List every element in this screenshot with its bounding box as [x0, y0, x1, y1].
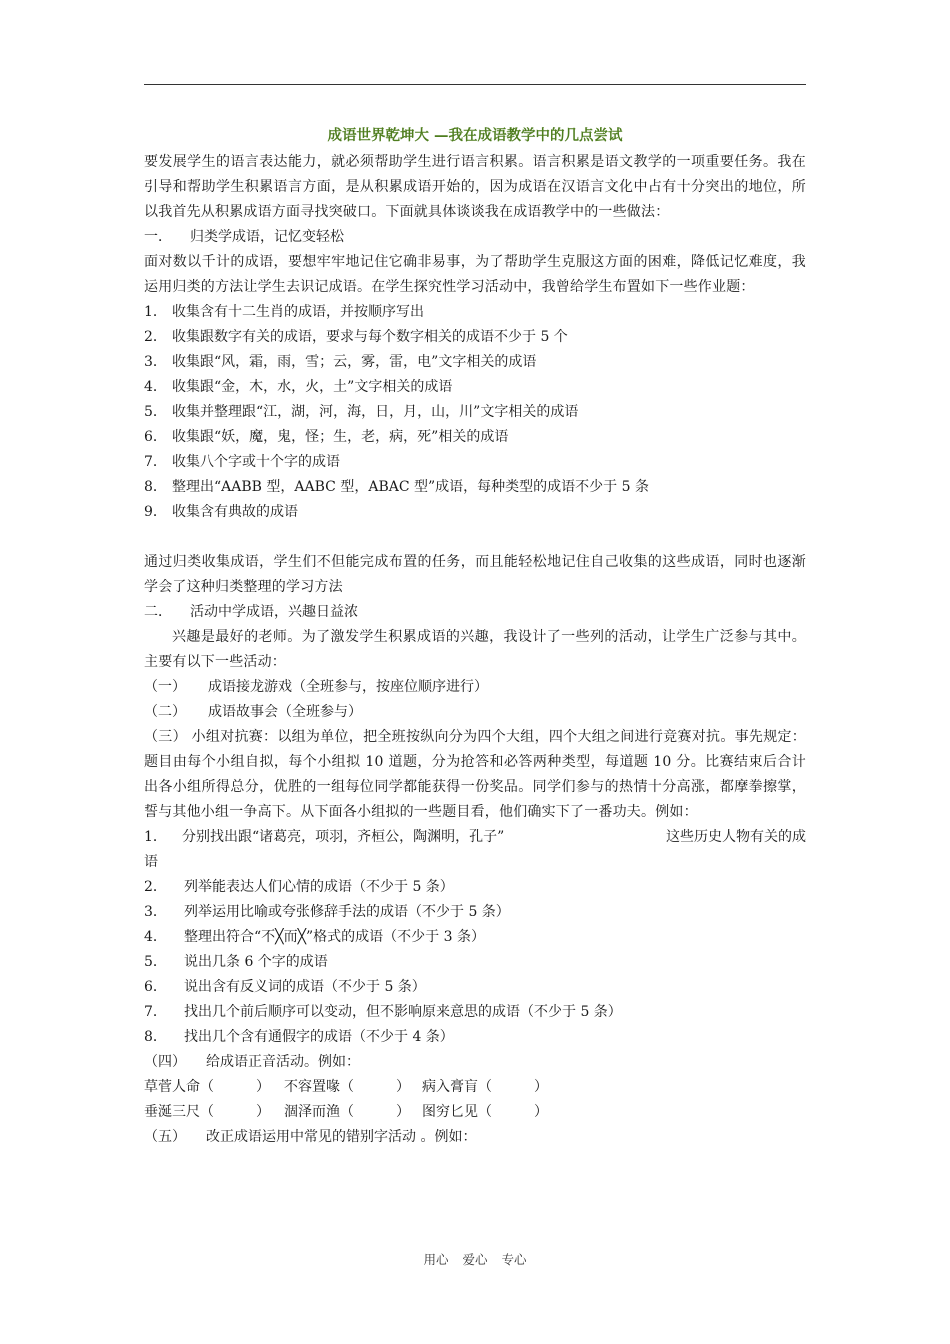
idiom-blank: 草菅人命（ ） [144, 1079, 270, 1095]
section-2-paragraph: 兴趣是最好的老师。为了激发学生积累成语的兴趣，我设计了一些列的活动，让学生广泛参与其中。主要有以下一些活动： [144, 629, 806, 670]
list-item: 3． 收集跟“风，霜，雨，雪；云，雾，雷，电”文字相关的成语 [144, 354, 537, 370]
list-item: 1． 收集含有十二生肖的成语，并按顺序写出 [144, 304, 424, 320]
list-item: 7． 收集八个字或十个字的成语 [144, 454, 340, 470]
list-item: 8． 整理出“AABB 型，AABC 型，ABAC 型”成语，每种类型的成语不少于 5 条 [144, 479, 649, 495]
section-1-summary: 通过归类收集成语，学生们不但能完成布置的任务，而且能轻松地记住自己收集的这些成语，同时也逐渐学会了这种归类整理的学习方法 [144, 554, 806, 595]
activity-4: （四） 给成语正音活动。例如： [144, 1054, 360, 1070]
question-item: 5． 说出几条 6 个字的成语 [144, 954, 328, 970]
section-1-heading: 一． 归类学成语，记忆变轻松 [144, 229, 344, 245]
activity-2: （二） 成语故事会（全班参与） [144, 704, 362, 720]
question-item: 2． 列举能表达人们心情的成语（不少于 5 条） [144, 879, 454, 895]
question-item: 4． 整理出符合“不╳而╳”格式的成语（不少于 3 条） [144, 929, 485, 945]
spacer [144, 525, 806, 550]
section-2-heading: 二． 活动中学成语，兴趣日益浓 [144, 604, 358, 620]
idiom-blank: 涸泽而渔（ ） [284, 1104, 410, 1120]
question-item: 7． 找出几个前后顺序可以变动，但不影响原来意思的成语（不少于 5 条） [144, 1004, 622, 1020]
question-item: 6． 说出含有反义词的成语（不少于 5 条） [144, 979, 426, 995]
idiom-row-2 [144, 1100, 806, 1125]
idiom-blank: 图穷匕见（ ） [422, 1104, 548, 1120]
question-1-continued: 语 [144, 854, 158, 870]
document-body [144, 126, 806, 1150]
idiom-blank: 病入膏肓（ ） [422, 1079, 548, 1095]
idiom-row-1 [144, 1075, 806, 1100]
idiom-blank: 不容置喙（ ） [284, 1079, 410, 1095]
section-1-paragraph: 面对数以千计的成语，要想牢牢地记住它确非易事，为了帮助学生克服这方面的困难，降低记忆难度，我运用归类的方法让学生去识记成语。在学生探究性学习活动中，我曾给学生布置如下一些作业题： [144, 254, 806, 295]
question-item: 8． 找出几个含有通假字的成语（不少于 4 条） [144, 1029, 454, 1045]
list-item: 6． 收集跟“妖，魔，鬼，怪；生，老，病，死”相关的成语 [144, 429, 509, 445]
activity-1: （一） 成语接龙游戏（全班参与，按座位顺序进行） [144, 679, 488, 695]
header-rule [144, 84, 806, 85]
document-title: 成语世界乾坤大 —我在成语教学中的几点尝试 [327, 127, 623, 144]
intro-paragraph: 要发展学生的语言表达能力，就必须帮助学生进行语言积累。语言积累是语文教学的一项重要任务。我在引导和帮助学生积累语言方面，是从积累成语开始的，因为成语在汉语言文化中占有十分突出的地位，所以我首先从积累成语方面寻找突破口。下面就具体谈谈我在成语教学中的一些做法： [144, 154, 806, 220]
question-item: 3． 列举运用比喻或夸张修辞手法的成语（不少于 5 条） [144, 904, 510, 920]
list-item: 2． 收集跟数字有关的成语，要求与每个数字相关的成语不少于 5 个 [144, 329, 568, 345]
section-1-list [144, 300, 806, 525]
activity-3: （三） 小组对抗赛：以组为单位，把全班按纵向分为四个大组，四个大组之间进行竞赛对抗。事先规定：题目由每个小组自拟，每个小组拟 10 道题，分为抢答和必答两种类型，每道题 10 分。比赛结束后合计出各小组所得总分，优胜的一组每位同学都能获得一份奖品。同学们参与的热情十分高涨，都摩拳擦掌，誓与其他小组一争高下。从下面各小组拟的一些题目看，他们确实下了一番功夫。例如： [144, 729, 806, 820]
question-1: 1． 分别找出跟“诸葛亮，项羽，齐桓公，陶渊明，孔子” 这些历史人物有关的成 [144, 829, 806, 845]
list-item: 5． 收集并整理跟“江，湖，河，海，日，月，山，川”文字相关的成语 [144, 404, 579, 420]
list-item: 4． 收集跟“金，木，水，火，土”文字相关的成语 [144, 379, 453, 395]
page-footer: 用心 爱心 专心 [423, 1252, 527, 1267]
idiom-blank: 垂涎三尺（ ） [144, 1104, 270, 1120]
activity-5: （五） 改正成语运用中常见的错别字活动 。例如： [144, 1129, 477, 1145]
list-item: 9． 收集含有典故的成语 [144, 504, 298, 520]
